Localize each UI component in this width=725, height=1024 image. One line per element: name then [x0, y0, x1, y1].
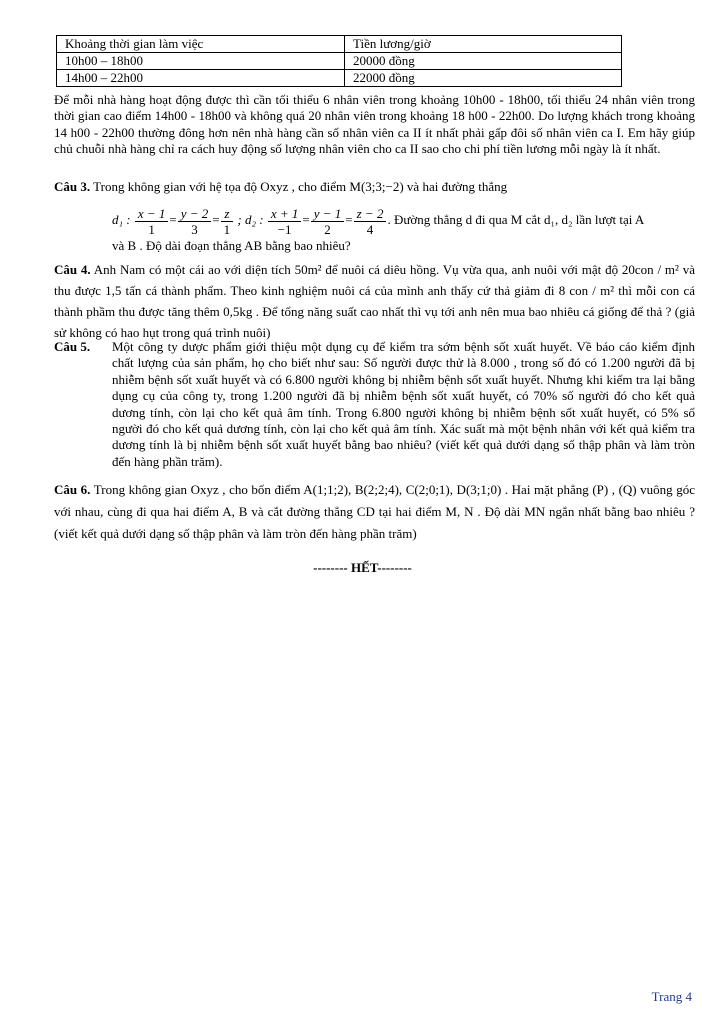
page-number: Trang 4: [651, 989, 692, 1004]
question-4-text: Anh Nam có một cái ao với diện tích 50m² để nuôi cá diêu hồng. Vụ vừa qua, anh nuôi với mật độ 20con / m² và thu được 1,5 tấn cá thành phẩm. Theo kinh nghiệm nuôi cá của mình anh thấy cứ thả giảm đi 8 con / m² thì mỗi con cá thành phầm thu được tăng thêm 0,5kg . Để tổng năng suất cao nhất thì vụ tới anh nên mua bao nhiêu cá giống để thả ? (giả sử không có hao hụt trong quá trình nuôi): [54, 262, 695, 340]
table-header-cell: Khoảng thời gian làm việc: [57, 36, 345, 53]
denominator: 1: [148, 221, 155, 237]
table-row: [57, 53, 622, 70]
table-cell: 22000 đồng: [345, 70, 622, 87]
numerator: x − 1: [135, 206, 169, 222]
table-header-row: [57, 36, 622, 53]
denominator: 2: [324, 221, 331, 237]
question-6: [54, 479, 695, 545]
denominator: −1: [277, 221, 292, 237]
table-header-cell: Tiền lương/giờ: [345, 36, 622, 53]
question-3-label: Câu 3.: [54, 179, 91, 194]
fraction: [135, 206, 169, 237]
question-3-text: Trong không gian với hệ tọa độ Oxyz , cho điểm M(3;3;−2) và hai đường thẳng: [93, 179, 508, 194]
denominator: 3: [191, 221, 198, 237]
question-6-label: Câu 6.: [54, 482, 91, 497]
fraction: [268, 206, 302, 237]
table-cell: 10h00 – 18h00: [57, 53, 345, 70]
intro-paragraph: Để mỗi nhà hàng hoạt động được thì cần tối thiểu 6 nhân viên trong khoảng 10h00 - 18h00, tối thiểu 24 nhân viên trong thời gian cao điểm 14h00 - 18h00 và không quá 20 nhân viên trong khoảng 18 h00 - 22h00. Do lượng khách trong khoảng 14 h00 - 22h00 thường đông hơn nên nhà hàng cần số nhân viên ca II ít nhất phải gấp đôi số nhân viên ca I. Em hãy giúp chủ chuỗi nhà hàng chỉ ra cách huy động số lượng nhân viên cho ca II sao cho chi phí tiền lương mỗi ngày là ít nhất.: [54, 92, 695, 157]
question-3-text-2: . Đường thẳng d đi qua M cắt d₁, d₂ lần lượt tại A: [387, 212, 645, 227]
fraction: [354, 206, 387, 237]
fraction: [221, 206, 234, 237]
question-3-lines: d₁ : $\frac{x - 1}{1}$ = $\frac{y - 2}{3}$ = $\frac{z}{1}$ ; d₂ : $\frac{x + 1}{-1}$ = $\frac{y - 1}{2}$ = $\frac{z - 2}{4}$ . Đường thẳng d đi qua M cắt d₁, d₂ lần lượt tại A: [112, 205, 645, 237]
numerator: z: [221, 206, 234, 222]
fraction: [178, 206, 212, 237]
table-cell: 20000 đồng: [345, 53, 622, 70]
question-6-text: Trong không gian Oxyz , cho bốn điểm A(1;1;2), B(2;2;4), C(2;0;1), D(3;1;0) . Hai mặt phẳng (P) , (Q) vuông góc với nhau, cùng đi qua hai điểm A, B và cắt đường thẳng CD tại hai điểm M, N . Độ dài MN ngắn nhất bằng bao nhiêu ? (viết kết quả dưới dạng số thập phân và làm tròn đến hàng phần trăm): [54, 482, 695, 541]
question-5-label: Câu 5.: [54, 339, 91, 354]
denominator: 4: [366, 221, 374, 237]
wage-table: [56, 35, 622, 87]
question-5-text: Một công ty dược phẩm giới thiệu một dụng cụ để kiểm tra sớm bệnh sốt xuất huyết. Về báo cáo kiểm định chất lượng của sản phẩm, họ cho biết như sau: Số người được thử là 8.000 , trong số đó có 1.200 người đã bị nhiễm bệnh sốt xuất huyết và có 6.800 người không bị nhiễm bệnh sốt xuất huyết. Nhưng khi kiểm tra lại bằng dụng cụ của công ty, trong 1.200 người đã bị nhiễm bệnh sốt xuất huyết, có 70% số người đó cho kết quả dương tính, còn lại cho kết quả âm tính. Trong 6.800 người không bị nhiễm bệnh sốt xuất huyết, có 5% số người đó cho kết quả dương tính, còn lại cho kết quả âm tính. Xác suất mà một bệnh nhân với kết quả kiểm tra dương tính là bị nhiễm bệnh sốt xuất huyết bằng bao nhiêu? (viết kết quả dưới dạng số thập phân và làm tròn đến hàng phần trăm).: [112, 339, 695, 469]
question-4: [54, 259, 695, 343]
table-cell: 14h00 – 22h00: [57, 70, 345, 87]
numerator: x + 1: [268, 206, 302, 222]
line-d2-name: ; d₂ :: [237, 212, 264, 227]
denominator: 1: [223, 221, 231, 237]
question-3-intro: [54, 179, 695, 195]
table-row: [57, 70, 622, 87]
numerator: z − 2: [354, 206, 387, 222]
numerator: y − 1: [311, 206, 345, 222]
question-3-text-3: và B . Độ dài đoạn thẳng AB bằng bao nhiêu?: [112, 238, 351, 253]
question-4-label: Câu 4.: [54, 262, 91, 277]
fraction: [311, 206, 345, 237]
line-d1-name: d₁ :: [112, 212, 131, 227]
end-marker: -------- HẾT--------: [313, 560, 412, 575]
numerator: y − 2: [178, 206, 212, 222]
